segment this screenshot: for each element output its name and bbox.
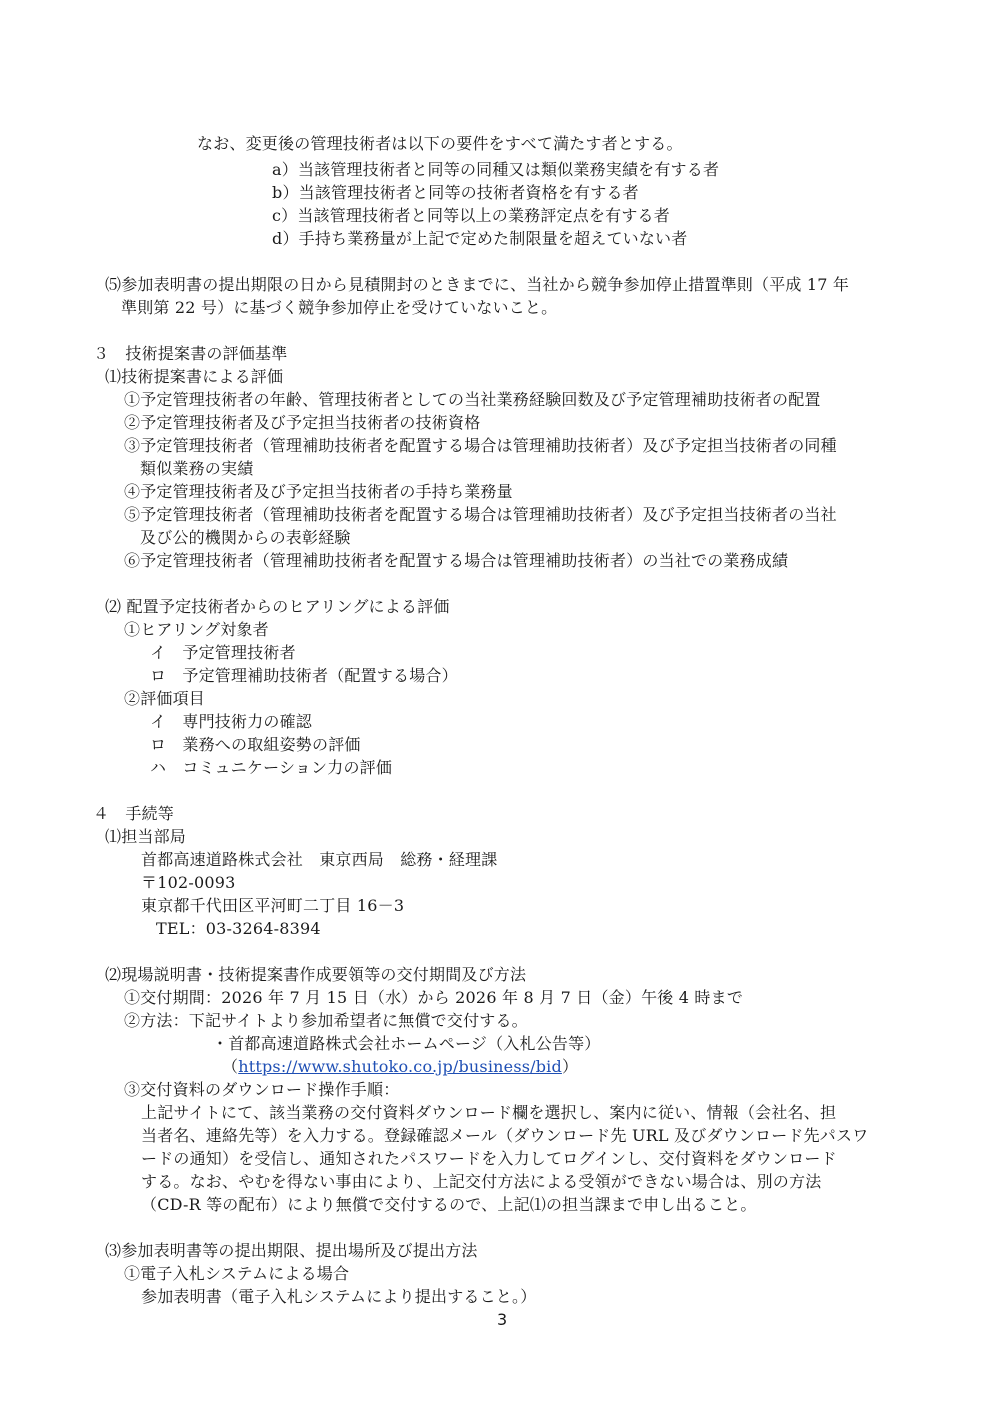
criterion-3-line1: ③予定管理技術者（管理補助技術者を配置する場合は管理補助技術者）及び予定担当技術者の同種	[124, 436, 837, 455]
contact-postal-code: 〒102-0093	[141, 873, 236, 892]
electronic-bidding-title: ①電子入札システムによる場合	[124, 1264, 350, 1283]
criterion-3-line2: 類似業務の実績	[140, 459, 254, 478]
url-close-paren: ）	[561, 1057, 579, 1076]
site-url-link[interactable]: https://www.shutoko.co.jp/business/bid	[238, 1057, 562, 1076]
item5-line1: ⑸参加表明書の提出期限の日から見積開封のときまでに、当社から競争参加停止措置準則（平成 17 年	[105, 275, 850, 294]
requirement-b: b）当該管理技術者と同等の技術者資格を有する者	[272, 183, 639, 202]
section4-heading: ４ 手続等	[93, 804, 175, 823]
section4-sub1-title: ⑴担当部局	[105, 827, 187, 846]
page-number: 3	[497, 1310, 508, 1329]
contact-address: 東京都千代田区平河町二丁目 16－3	[141, 896, 405, 915]
criterion-5-line2: 及び公的機関からの表彰経験	[140, 528, 351, 547]
requirement-a: a）当該管理技術者と同等の同種又は類似業務実績を有する者	[272, 160, 720, 179]
download-steps-line2: 当者名、連絡先等）を入力する。登録確認メール（ダウンロード先 URL 及びダウンロード先パスワ	[141, 1126, 869, 1145]
item5-line2: 準則第 22 号）に基づく競争参加停止を受けていないこと。	[121, 298, 558, 317]
section3-sub2-title: ⑵ 配置予定技術者からのヒアリングによる評価	[105, 597, 450, 616]
evaluation-item-ha: ハ コミュニケーション力の評価	[150, 758, 393, 777]
download-steps-line5: （CD-R 等の配布）により無償で交付するので、上記⑴の担当課まで申し出ること。	[141, 1195, 757, 1214]
electronic-bidding-document: 参加表明書（電子入札システムにより提出すること。）	[141, 1287, 537, 1306]
requirement-intro: なお、変更後の管理技術者は以下の要件をすべて満たす者とする。	[197, 134, 683, 153]
section3-heading: ３ 技術提案書の評価基準	[93, 344, 288, 363]
criterion-1: ①予定管理技術者の年齢、管理技術者としての当社業務経験回数及び予定管理補助技術者の配置	[124, 390, 821, 409]
site-url-line	[222, 1056, 578, 1078]
evaluation-items-title: ②評価項目	[124, 689, 206, 708]
criterion-4: ④予定管理技術者及び予定担当技術者の手持ち業務量	[124, 482, 513, 501]
download-steps-line1: 上記サイトにて、該当業務の交付資料ダウンロード欄を選択し、案内に従い、情報（会社名、担	[141, 1103, 837, 1122]
criterion-5-line1: ⑤予定管理技術者（管理補助技術者を配置する場合は管理補助技術者）及び予定担当技術者の当社	[124, 505, 837, 524]
hearing-target-i: イ 予定管理技術者	[150, 643, 296, 662]
download-steps-line3: ードの通知）を受信し、通知されたパスワードを入力してログインし、交付資料をダウンロード	[141, 1149, 837, 1168]
download-steps-line4: する。なお、やむを得ない事由により、上記交付方法による受領ができない場合は、別の方法	[141, 1172, 822, 1191]
url-open-paren: （	[222, 1057, 239, 1076]
hearing-target-ro: ロ 予定管理補助技術者（配置する場合）	[150, 666, 458, 685]
evaluation-item-ro: ロ 業務への取組姿勢の評価	[150, 735, 361, 754]
section4-sub2-title: ⑵現場説明書・技術提案書作成要領等の交付期間及び方法	[105, 965, 527, 984]
criterion-2: ②予定管理技術者及び予定担当技術者の技術資格	[124, 413, 481, 432]
requirement-d: d）手持ち業務量が上記で定めた制限量を超えていない者	[272, 229, 688, 248]
contact-organization: 首都高速道路株式会社 東京西局 総務・経理課	[141, 850, 498, 869]
distribution-period: ①交付期間：2026 年 7 月 15 日（水）から 2026 年 8 月 7 日（金）午後 4 時まで	[124, 988, 744, 1007]
requirement-c: c）当該管理技術者と同等以上の業務評定点を有する者	[272, 206, 670, 225]
section4-sub3-title: ⑶参加表明書等の提出期限、提出場所及び提出方法	[105, 1241, 478, 1260]
hearing-targets-title: ①ヒアリング対象者	[124, 620, 269, 639]
evaluation-item-i: イ 専門技術力の確認	[150, 712, 313, 731]
site-name: ・首都高速道路株式会社ホームページ（入札公告等）	[212, 1034, 601, 1053]
criterion-6: ⑥予定管理技術者（管理補助技術者を配置する場合は管理補助技術者）の当社での業務成績	[124, 551, 789, 570]
contact-tel: TEL：03-3264-8394	[156, 919, 321, 938]
section3-sub1-title: ⑴技術提案書による評価	[105, 367, 284, 386]
download-steps-title: ③交付資料のダウンロード操作手順：	[124, 1080, 400, 1099]
distribution-method: ②方法：下記サイトより参加希望者に無償で交付する。	[124, 1011, 528, 1030]
